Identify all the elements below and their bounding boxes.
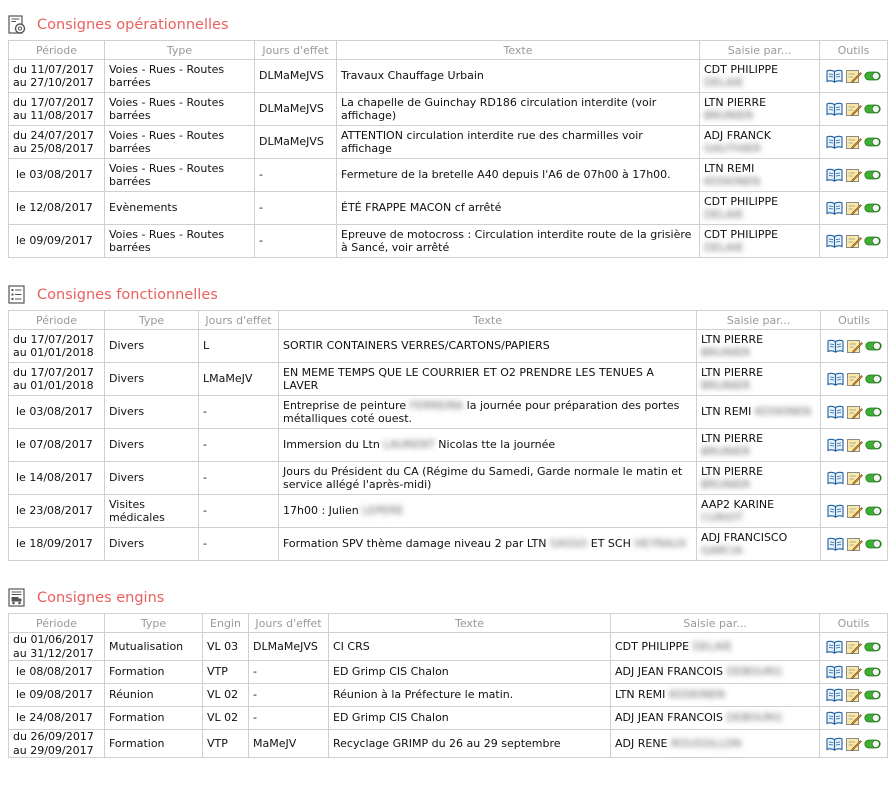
type-cell: Réunion [105, 684, 203, 707]
redacted-name: FERREIRA [409, 398, 464, 412]
outils-cell [820, 159, 888, 192]
section-title-text: Consignes engins [37, 590, 165, 606]
edit-note-icon[interactable] [845, 688, 862, 702]
periode-line: le 18/09/2017 [16, 537, 93, 551]
author-name: LTN PIERRE [704, 95, 767, 109]
texte-cell [279, 528, 697, 561]
saisie-par-cell [697, 462, 821, 495]
column-header-texte[interactable]: Texte [279, 311, 697, 330]
toggle-active-icon[interactable] [864, 102, 881, 116]
jours-effet-cell: - [199, 429, 279, 462]
periode-line: au 31/12/2017 [13, 646, 94, 660]
column-header-type[interactable]: Type [105, 311, 199, 330]
saisie-par-cell [611, 661, 820, 684]
saisie-par-cell [700, 126, 820, 159]
outils-cell [821, 528, 888, 561]
section-title [8, 280, 887, 310]
engin-cell: VL 02 [203, 707, 249, 730]
toggle-active-icon[interactable] [865, 438, 882, 452]
toggle-active-icon[interactable] [864, 640, 881, 654]
saisie-par-cell [611, 684, 820, 707]
texte-cell: Travaux Chauffage Urbain [337, 60, 700, 93]
toggle-active-icon[interactable] [864, 737, 881, 751]
jours-effet-cell: L [199, 330, 279, 363]
periode-line: au 11/08/2017 [13, 109, 94, 122]
jours-effet-cell: - [199, 396, 279, 429]
type-cell: Formation [105, 661, 203, 684]
jours-effet-cell: MaMeJV [249, 730, 329, 758]
author-surname-redacted: BRUNIER [701, 379, 751, 392]
type-cell: Divers [105, 396, 199, 429]
table-row [9, 225, 888, 258]
author-name: ADJ JEAN FRANCOIS [615, 711, 727, 725]
edit-note-icon[interactable] [845, 665, 862, 679]
outils-cell [820, 225, 888, 258]
jours-effet-cell: - [199, 495, 279, 528]
texte-cell [279, 396, 697, 429]
jours-effet-cell: - [255, 225, 337, 258]
type-cell: Evènements [105, 192, 255, 225]
texte-cell: La chapelle de Guinchay RD186 circulation interdite (voir affichage) [337, 93, 700, 126]
view-book-icon[interactable] [826, 135, 843, 149]
column-header-saisie-par[interactable]: Saisie par... [700, 41, 820, 60]
periode-line: le 09/09/2017 [16, 234, 93, 248]
jours-effet-cell: - [255, 159, 337, 192]
edit-note-icon[interactable] [846, 537, 863, 551]
list-document-icon [7, 285, 27, 305]
column-header-saisie-par[interactable]: Saisie par... [611, 614, 820, 633]
table-row [9, 462, 888, 495]
type-cell: Voies - Rues - Routes barrées [105, 225, 255, 258]
table-row [9, 396, 888, 429]
periode-line: au 01/01/2018 [13, 346, 94, 359]
section-consignes-operationnelles [8, 10, 887, 258]
column-header-engin[interactable]: Engin [203, 614, 249, 633]
edit-note-icon[interactable] [845, 168, 862, 182]
redacted-name: SASSO [549, 537, 588, 551]
saisie-par-cell [697, 330, 821, 363]
saisie-par-cell [700, 60, 820, 93]
table-header-row [9, 41, 888, 60]
engin-cell: VTP [203, 730, 249, 758]
author-name: ADJ FRANCISCO [701, 530, 788, 544]
table-row [9, 93, 888, 126]
section-consignes-engins [8, 583, 887, 758]
column-header-jours-d-effet[interactable]: Jours d'effet [199, 311, 279, 330]
column-header-periode[interactable]: Période [9, 41, 105, 60]
type-cell: Mutualisation [105, 633, 203, 661]
table-row [9, 60, 888, 93]
periode-cell [9, 633, 105, 661]
periode-cell [9, 60, 105, 93]
toggle-active-icon[interactable] [864, 201, 881, 215]
author-surname-redacted: GARCIA [701, 544, 743, 557]
view-book-icon[interactable] [826, 201, 843, 215]
redacted-name: LAURENT [383, 438, 435, 452]
table-row [9, 126, 888, 159]
column-header-type[interactable]: Type [105, 614, 203, 633]
author-name: LTN PIERRE [701, 365, 764, 379]
engin-cell: VL 02 [203, 684, 249, 707]
table-row [9, 429, 888, 462]
outils-cell [820, 192, 888, 225]
toggle-active-icon[interactable] [864, 69, 881, 83]
view-book-icon[interactable] [827, 339, 844, 353]
edit-note-icon[interactable] [845, 102, 862, 116]
section-consignes-fonctionnelles [8, 280, 887, 561]
view-book-icon[interactable] [826, 640, 843, 654]
column-header-outils[interactable]: Outils [820, 614, 888, 633]
author-surname-redacted: DEBOURG [726, 665, 783, 679]
periode-cell [9, 495, 105, 528]
periode-line: le 09/08/2017 [16, 688, 93, 702]
author-name: AAP2 KARINE [701, 497, 775, 511]
author-name: ADJ RENE [615, 736, 672, 750]
outils-cell [820, 126, 888, 159]
author-name: LTN PIERRE [701, 332, 764, 346]
texte-fragment: Nicolas tte la journée [434, 438, 556, 452]
column-header-type[interactable]: Type [105, 41, 255, 60]
outils-cell [820, 633, 888, 661]
engin-cell: VTP [203, 661, 249, 684]
periode-line: le 14/08/2017 [16, 471, 93, 485]
view-book-icon[interactable] [826, 168, 843, 182]
periode-line: le 24/08/2017 [16, 711, 93, 725]
toggle-active-icon[interactable] [865, 537, 882, 551]
edit-note-icon[interactable] [846, 471, 863, 485]
periode-line: le 03/08/2017 [16, 405, 93, 419]
type-cell: Voies - Rues - Routes barrées [105, 126, 255, 159]
periode-cell [9, 528, 105, 561]
type-cell: Divers [105, 462, 199, 495]
author-surname-redacted: BRUNIER [704, 109, 754, 122]
outils-cell [821, 363, 888, 396]
column-header-texte[interactable]: Texte [337, 41, 700, 60]
edit-note-icon[interactable] [845, 737, 862, 751]
texte-cell: Recyclage GRIMP du 26 au 29 septembre [329, 730, 611, 758]
texte-fragment: 17h00 : Julien [283, 504, 363, 518]
view-book-icon[interactable] [827, 372, 844, 386]
periode-line: du 01/06/2017 [13, 633, 94, 646]
periode-cell [9, 462, 105, 495]
edit-note-icon[interactable] [846, 504, 863, 518]
column-header-periode[interactable]: Période [9, 614, 105, 633]
engin-cell: VL 03 [203, 633, 249, 661]
toggle-active-icon[interactable] [865, 372, 882, 386]
texte-cell [279, 495, 697, 528]
outils-cell [820, 707, 888, 730]
author-name: CDT PHILIPPE [704, 194, 779, 208]
author-name: CDT PHILIPPE [615, 639, 693, 653]
edit-note-icon[interactable] [846, 339, 863, 353]
type-cell: Visites médicales [105, 495, 199, 528]
consignes-table [8, 40, 888, 258]
outils-cell [820, 684, 888, 707]
table-row [9, 707, 888, 730]
toggle-active-icon[interactable] [865, 339, 882, 353]
toggle-active-icon[interactable] [865, 504, 882, 518]
truck-document-icon [7, 588, 27, 608]
author-surname-redacted: KOSKINEN [754, 405, 812, 419]
author-name: CDT PHILIPPE [704, 227, 779, 241]
author-surname-redacted: KOSKINEN [704, 175, 761, 188]
toggle-active-icon[interactable] [864, 135, 881, 149]
toggle-active-icon[interactable] [864, 665, 881, 679]
jours-effet-cell: DLMaMeJVS [255, 126, 337, 159]
author-name: LTN REMI [704, 161, 755, 175]
jours-effet-cell: - [249, 684, 329, 707]
column-header-saisie-par[interactable]: Saisie par... [697, 311, 821, 330]
texte-fragment: Immersion du Ltn [283, 438, 384, 452]
author-name: LTN PIERRE [701, 431, 764, 445]
texte-cell: CI CRS [329, 633, 611, 661]
texte-cell: ED Grimp CIS Chalon [329, 707, 611, 730]
table-row [9, 159, 888, 192]
periode-cell [9, 684, 105, 707]
edit-note-icon[interactable] [845, 201, 862, 215]
texte-cell: ATTENTION circulation interdite rue des charmilles voir affichage [337, 126, 700, 159]
author-surname-redacted: BRUNIER [701, 445, 751, 458]
toggle-active-icon[interactable] [864, 234, 881, 248]
periode-line: au 29/09/2017 [13, 743, 94, 757]
texte-cell: SORTIR CONTAINERS VERRES/CARTONS/PAPIERS [279, 330, 697, 363]
table-header-row [9, 311, 888, 330]
saisie-par-cell [700, 93, 820, 126]
periode-cell [9, 126, 105, 159]
outils-cell [821, 429, 888, 462]
view-book-icon[interactable] [826, 688, 843, 702]
view-book-icon[interactable] [827, 471, 844, 485]
periode-line: du 17/07/2017 [13, 95, 94, 109]
type-cell: Formation [105, 730, 203, 758]
texte-fragment: ET SCH [587, 537, 635, 551]
table-row [9, 192, 888, 225]
table-row [9, 495, 888, 528]
edit-note-icon[interactable] [845, 711, 862, 725]
periode-line: du 11/07/2017 [13, 62, 94, 76]
periode-cell [9, 707, 105, 730]
type-cell: Voies - Rues - Routes barrées [105, 93, 255, 126]
saisie-par-cell [700, 225, 820, 258]
view-book-icon[interactable] [826, 737, 843, 751]
periode-cell [9, 192, 105, 225]
toggle-active-icon[interactable] [865, 405, 882, 419]
column-header-jours-d-effet[interactable]: Jours d'effet [249, 614, 329, 633]
author-surname-redacted: DELAIE [704, 241, 744, 254]
author-surname-redacted: BRUNIER [701, 346, 751, 359]
redacted-name: HEYRAUX [634, 537, 687, 551]
jours-effet-cell: LMaMeJV [199, 363, 279, 396]
texte-cell: Fermeture de la bretelle A40 depuis l'A6 de 07h00 à 17h00. [337, 159, 700, 192]
author-name: LTN PIERRE [701, 464, 764, 478]
jours-effet-cell: DLMaMeJVS [255, 60, 337, 93]
author-surname-redacted: GAUTHIER [704, 142, 761, 155]
type-cell: Voies - Rues - Routes barrées [105, 60, 255, 93]
periode-line: le 23/08/2017 [16, 504, 93, 518]
saisie-par-cell [700, 192, 820, 225]
periode-cell [9, 225, 105, 258]
table-row [9, 528, 888, 561]
column-header-texte[interactable]: Texte [329, 614, 611, 633]
edit-note-icon[interactable] [845, 640, 862, 654]
column-header-jours-d-effet[interactable]: Jours d'effet [255, 41, 337, 60]
saisie-par-cell [697, 528, 821, 561]
saisie-par-cell [697, 495, 821, 528]
table-header-row [9, 614, 888, 633]
section-title [8, 10, 887, 40]
outils-cell [820, 730, 888, 758]
column-header-periode[interactable]: Période [9, 311, 105, 330]
saisie-par-cell [611, 633, 820, 661]
texte-fragment: Formation SPV thème damage niveau 2 par LTN [283, 537, 550, 551]
edit-note-icon[interactable] [846, 438, 863, 452]
edit-note-icon[interactable] [845, 135, 862, 149]
section-title-text: Consignes opérationnelles [37, 17, 229, 33]
author-name: LTN REMI [701, 405, 755, 419]
periode-line: du 24/07/2017 [13, 128, 94, 142]
author-surname-redacted: DEBOURG [726, 711, 783, 725]
periode-cell [9, 330, 105, 363]
table-row [9, 684, 888, 707]
view-book-icon[interactable] [826, 102, 843, 116]
outils-cell [820, 60, 888, 93]
author-surname-redacted: KOSKINEN [668, 688, 726, 702]
texte-fragment: la journée pour préparation des portes métalliques coté ouest. [283, 398, 680, 425]
outils-cell [821, 462, 888, 495]
periode-cell [9, 159, 105, 192]
edit-note-icon[interactable] [845, 69, 862, 83]
edit-note-icon[interactable] [846, 372, 863, 386]
jours-effet-cell: - [255, 192, 337, 225]
jours-effet-cell: - [249, 707, 329, 730]
texte-cell: ED Grimp CIS Chalon [329, 661, 611, 684]
table-row [9, 661, 888, 684]
periode-cell [9, 730, 105, 758]
saisie-par-cell [700, 159, 820, 192]
periode-line: au 27/10/2017 [13, 76, 94, 89]
author-surname-redacted: DELAIE [704, 208, 744, 221]
type-cell: Divers [105, 429, 199, 462]
outils-cell [821, 330, 888, 363]
table-row [9, 633, 888, 661]
toggle-active-icon[interactable] [864, 688, 881, 702]
texte-cell [279, 429, 697, 462]
periode-cell [9, 363, 105, 396]
author-surname-redacted: BRUNIER [701, 478, 751, 491]
toggle-active-icon[interactable] [865, 471, 882, 485]
periode-line: au 01/01/2018 [13, 379, 94, 392]
saisie-par-cell [611, 730, 820, 758]
view-book-icon[interactable] [826, 665, 843, 679]
type-cell: Formation [105, 707, 203, 730]
column-header-outils[interactable]: Outils [821, 311, 888, 330]
author-surname-redacted: ROUSSILLON [671, 736, 742, 750]
table-row [9, 363, 888, 396]
periode-cell [9, 429, 105, 462]
toggle-active-icon[interactable] [864, 168, 881, 182]
view-book-icon[interactable] [826, 69, 843, 83]
author-name: ADJ FRANCK [704, 128, 771, 142]
periode-line: au 25/08/2017 [13, 142, 94, 155]
author-name: ADJ JEAN FRANCOIS [615, 665, 727, 679]
table-row [9, 730, 888, 758]
view-book-icon[interactable] [827, 438, 844, 452]
view-book-icon[interactable] [827, 504, 844, 518]
periode-line: le 12/08/2017 [16, 201, 93, 215]
periode-line: du 17/07/2017 [13, 332, 94, 346]
texte-cell: Réunion à la Préfecture le matin. [329, 684, 611, 707]
outils-cell [820, 661, 888, 684]
view-book-icon[interactable] [827, 537, 844, 551]
texte-cell: ÉTÉ FRAPPE MACON cf arrêté [337, 192, 700, 225]
jours-effet-cell: - [199, 528, 279, 561]
saisie-par-cell [697, 396, 821, 429]
saisie-par-cell [697, 363, 821, 396]
type-cell: Divers [105, 363, 199, 396]
consignes-table [8, 310, 888, 561]
type-cell: Divers [105, 330, 199, 363]
view-book-icon[interactable] [827, 405, 844, 419]
edit-note-icon[interactable] [845, 234, 862, 248]
consignes-table [8, 613, 888, 758]
texte-cell: EN MEME TEMPS QUE LE COURRIER ET O2 PRENDRE LES TENUES A LAVER [279, 363, 697, 396]
author-surname-redacted: DELAIE [704, 76, 744, 89]
section-title-text: Consignes fonctionnelles [37, 287, 218, 303]
jours-effet-cell: DLMaMeJVS [249, 633, 329, 661]
type-cell: Voies - Rues - Routes barrées [105, 159, 255, 192]
author-surname-redacted: DELAIE [692, 639, 733, 653]
periode-line: le 03/08/2017 [16, 168, 93, 182]
periode-line: du 17/07/2017 [13, 365, 94, 379]
jours-effet-cell: DLMaMeJVS [255, 93, 337, 126]
periode-line: le 07/08/2017 [16, 438, 93, 452]
type-cell: Divers [105, 528, 199, 561]
jours-effet-cell: - [199, 462, 279, 495]
jours-effet-cell: - [249, 661, 329, 684]
periode-cell [9, 93, 105, 126]
redacted-name: LEPERE [362, 504, 404, 518]
table-row [9, 330, 888, 363]
column-header-outils[interactable]: Outils [820, 41, 888, 60]
periode-line: le 08/08/2017 [16, 665, 93, 679]
outils-cell [821, 495, 888, 528]
author-name: LTN REMI [615, 688, 669, 702]
section-title [8, 583, 887, 613]
view-book-icon[interactable] [826, 711, 843, 725]
saisie-par-cell [611, 707, 820, 730]
texte-cell: Epreuve de motocross : Circulation interdite route de la grisière à Sancé, voir arrêté [337, 225, 700, 258]
outils-cell [821, 396, 888, 429]
periode-line: du 26/09/2017 [13, 730, 94, 743]
periode-cell [9, 661, 105, 684]
outils-cell [820, 93, 888, 126]
texte-fragment: Entreprise de peinture [283, 398, 410, 412]
gear-document-icon [7, 15, 27, 35]
author-name: CDT PHILIPPE [704, 62, 779, 76]
periode-cell [9, 396, 105, 429]
author-surname-redacted: CURIOT [701, 511, 743, 524]
view-book-icon[interactable] [826, 234, 843, 248]
saisie-par-cell [697, 429, 821, 462]
texte-cell: Jours du Président du CA (Régime du Samedi, Garde normale le matin et service allégé l'après-midi) [279, 462, 697, 495]
toggle-active-icon[interactable] [864, 711, 881, 725]
edit-note-icon[interactable] [846, 405, 863, 419]
